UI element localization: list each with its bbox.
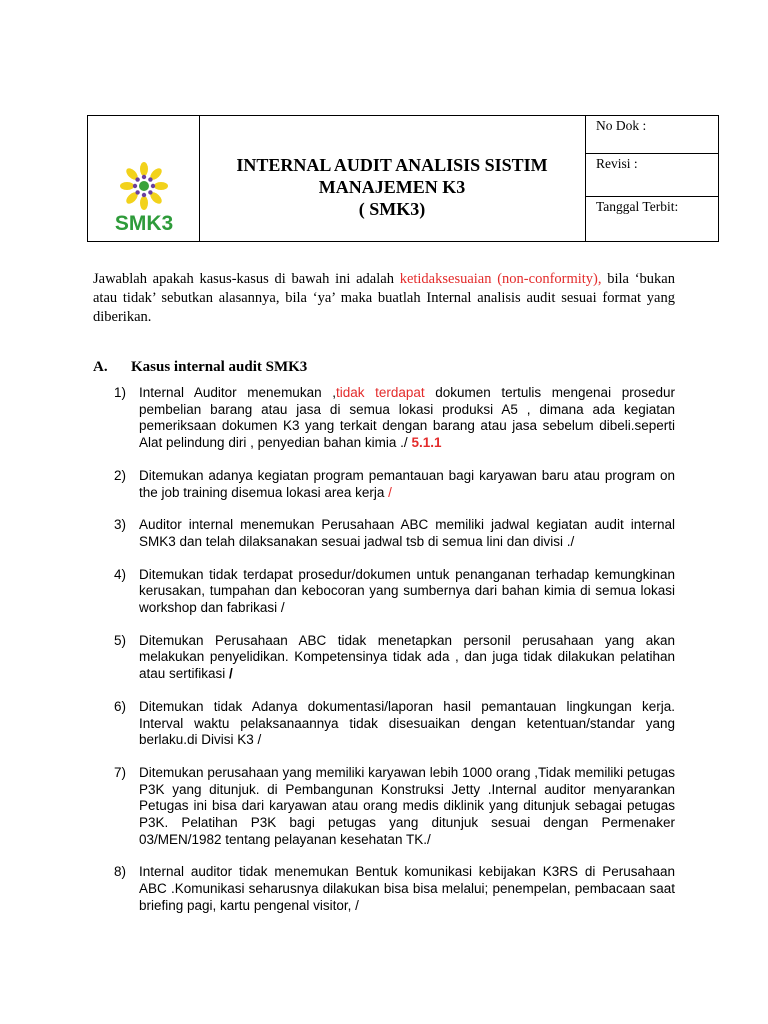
case-number: 7) — [114, 764, 127, 780]
case-text: Ditemukan adanya kegiatan program pemantauan bagi karyawan baru atau program on the job training disemua lokasi area kerja — [139, 467, 675, 500]
case-item-2 — [114, 468, 675, 501]
document-title-line3: ( SMK3) — [358, 199, 426, 219]
case-reference: 5.1.1 — [411, 435, 442, 451]
revisi-label: Revisi : — [586, 154, 718, 197]
case-number: 1) — [114, 385, 127, 400]
case-text: Auditor internal menemukan Perusahaan ABC memiliki jadwal kegiatan audit internal SMK3 dan telah dilaksanakan sesuai jadwal tsb di semua lini dan divisi ./ — [139, 517, 675, 549]
case-highlight: tidak terdapat — [335, 385, 425, 400]
intro-highlight: ketidaksesuaian (non-conformity), — [399, 271, 602, 287]
case-item-6 — [114, 699, 675, 749]
logo-flower-icon — [120, 162, 168, 210]
case-item-7 — [114, 765, 675, 849]
case-mark: / — [229, 666, 233, 682]
document-title-line1: INTERNAL AUDIT ANALISIS SISTIM — [236, 155, 548, 175]
intro-paragraph — [93, 270, 675, 327]
case-number: 5) — [114, 632, 127, 648]
case-item-8 — [114, 864, 675, 914]
case-mark: / — [388, 484, 392, 500]
section-letter: A. — [93, 359, 108, 375]
case-text: Ditemukan tidak terdapat prosedur/dokumen untuk penanganan terhadap kemungkinan kerusakan, tumpahan dan kebocoran yang sumbernya dari bahan kimia di semua lokasi workshop dan fabrikasi / — [139, 566, 675, 616]
case-number: 3) — [114, 517, 127, 533]
case-text-cont: dokumen tertulis mengenai prosedur pembelian barang atau jasa di semua lokasi produksi A5 , dimana ada kegiatan pemeriksaan dokumen K3 yang terkait dengan barang atau jasa sebelum dibeli.seperti Alat pelindung diri , penyedian bahan kimia ./ — [139, 385, 675, 451]
case-item-1 — [114, 385, 675, 452]
case-number: 6) — [114, 698, 127, 714]
case-text: Ditemukan Perusahaan ABC tidak menetapkan personil perusahaan yang akan melakukan penyelidikan. Kompetensinya tidak ada , dan juga tidak dilakukan pelatihan atau sertifikasi — [139, 632, 675, 682]
case-item-5 — [114, 633, 675, 683]
document-header-table — [87, 115, 719, 242]
no-dok-label: No Dok : — [586, 116, 718, 154]
case-text: Internal auditor tidak menemukan Bentuk komunikasi kebijakan K3RS di Perusahaan ABC .Komunikasi seharusnya dilakukan bisa bisa melalui; penempelan, pembacaan saat briefing pagi, kartu pengenal visitor, / — [139, 864, 675, 913]
case-item-4 — [114, 567, 675, 617]
case-number: 4) — [114, 566, 127, 582]
intro-text-part1: Jawablah apakah kasus-kasus di bawah ini adalah — [93, 271, 400, 287]
section-heading — [93, 359, 307, 376]
case-text: Ditemukan tidak Adanya dokumentasi/laporan hasil pemantauan lingkungan kerja. Interval waktu pelaksanaannya tidak disesuaikan dengan ketentuan/standar yang berlaku.di Divisi K3 / — [139, 698, 675, 748]
case-number: 8) — [114, 864, 127, 880]
section-title: Kasus internal audit SMK3 — [131, 359, 308, 375]
case-text: Internal Auditor menemukan , — [139, 385, 336, 400]
intro-text-part2: bila ‘bukan atau tidak’ sebutkan alasannya, bila ‘ya’ maka buatlah Internal analisis audit sesuai format yang diberikan. — [93, 271, 675, 325]
logo-text: SMK3 — [114, 212, 174, 235]
case-number: 2) — [114, 467, 127, 483]
case-item-3 — [114, 517, 675, 550]
tanggal-terbit-label: Tanggal Terbit: — [596, 199, 679, 214]
logo-cell — [88, 116, 200, 241]
smk3-logo — [100, 160, 188, 236]
case-list — [114, 385, 675, 915]
title-cell — [199, 116, 586, 241]
document-title-line2: MANAJEMEN K3 — [318, 177, 466, 197]
case-text: Ditemukan perusahaan yang memiliki karyawan lebih 1000 orang ,Tidak memiliki petugas P3K yang ditunjuk. di Pembangunan Konstruksi Jetty .Internal auditor menyarankan Petugas ini bisa dari karyawan atau orang medis diklinik yang ditunjuk sebagai petugas P3K. Pelatihan P3K bagi petugas yang ditunjuk sesuai dengan Permenaker 03/MEN/1982 tentang pelayanan kesehatan TK./ — [139, 764, 675, 847]
